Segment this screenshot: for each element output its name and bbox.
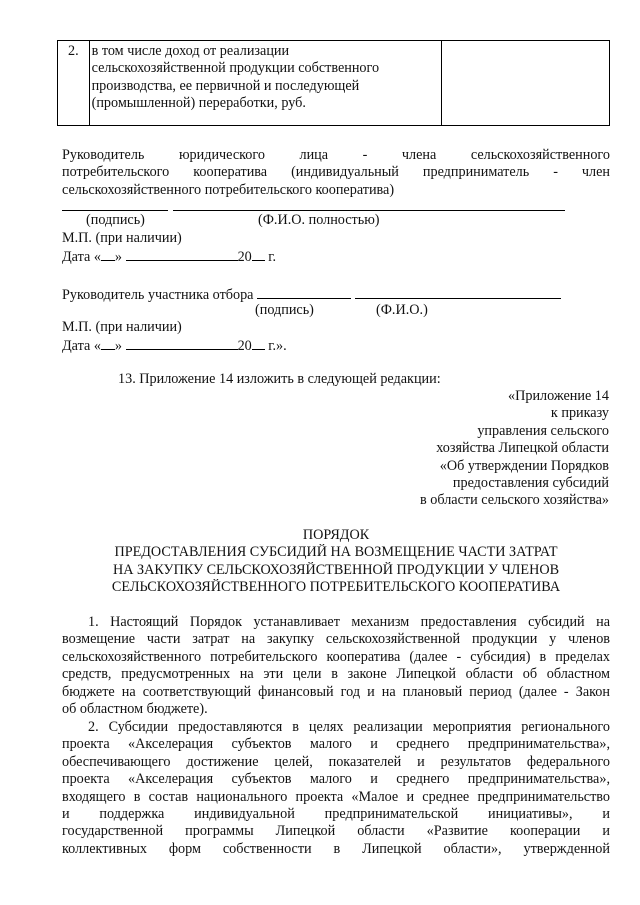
full-name-label: (Ф.И.О. полностью)	[258, 212, 380, 228]
appendix-line: к приказу	[550, 405, 609, 422]
sign-label: (подпись)	[86, 212, 145, 228]
date-prefix: Дата «	[62, 338, 101, 354]
appendix-line: в области сельского хозяйства»	[420, 492, 609, 509]
title-line: ПРЕДОСТАВЛЕНИЯ СУБСИДИЙ НА ВОЗМЕЩЕНИЕ ЧАСТИ ЗАТРАТ	[114, 544, 558, 561]
participant-sign-blank	[257, 285, 351, 299]
income-table	[57, 40, 610, 126]
paragraph-line: обеспечивающего достижение целей, показателей и результатов федерального	[62, 753, 610, 770]
paragraph-line: 2. Субсидии предоставляются в целях реализации мероприятия регионального	[88, 719, 610, 735]
date-month-blank	[126, 247, 238, 261]
paragraph-line: коллективных форм собственности в Липецкой области», утвержденной	[62, 840, 610, 857]
paragraph-1	[62, 614, 610, 718]
full-name-line	[173, 210, 565, 211]
date-month-blank	[126, 336, 238, 350]
title-line: СЕЛЬСКОХОЗЯЙСТВЕННОГО ПОТРЕБИТЕЛЬСКОГО КООПЕРАТИВА	[111, 579, 561, 596]
table-value-cell	[442, 41, 610, 126]
appendix-line: «Об утверждении Порядков	[439, 457, 609, 474]
participant-date-line	[62, 336, 287, 355]
paragraph-line: 1. Настоящий Порядок устанавливает механизм предоставления субсидий на	[88, 614, 610, 630]
participant-sign-label: (подпись)	[255, 302, 314, 318]
paragraph-line: об областном бюджете).	[62, 700, 208, 717]
appendix-header	[309, 388, 609, 510]
paragraph-line: бюджете на соответствующий финансовый год и на плановый период (далее - Закон	[62, 683, 610, 700]
paragraph-line: проекта «Акселерация субъектов малого и среднего предпринимательства»,	[62, 771, 610, 788]
date-suffix: г.	[264, 249, 277, 265]
table-row-text	[89, 41, 442, 126]
appendix-line: «Приложение 14	[508, 388, 609, 404]
date-day-blank	[101, 336, 115, 350]
signature-caption-line: потребительского кооператива (индивидуальный предприниматель - член	[62, 164, 610, 181]
paragraph-line: возмещение части затрат на закупку сельскохозяйственной продукции у членов	[62, 631, 610, 648]
appendix-line: хозяйства Липецкой области	[436, 440, 609, 457]
date-day-blank	[101, 247, 115, 261]
date-year-blank	[252, 247, 265, 261]
signature-caption-line: сельскохозяйственного потребительского кооператива)	[62, 181, 395, 198]
table-row	[58, 41, 610, 126]
date-line	[62, 247, 276, 266]
title-line: ПОРЯДОК	[302, 527, 370, 543]
signature-line	[62, 210, 168, 211]
paragraph-line: сельскохозяйственного потребительского кооператива (далее - субсидия) в пределах	[62, 648, 610, 665]
date-suffix: г.».	[264, 338, 287, 354]
date-year: 20	[237, 338, 252, 354]
appendix-line: управления сельского	[477, 422, 609, 439]
paragraph-line: и поддержка индивидуальной предпринимательской инициативы», и	[62, 805, 610, 822]
appendix-line: предоставления субсидий	[452, 474, 609, 491]
document-title	[62, 527, 610, 597]
signature-block-legal-entity	[62, 147, 610, 199]
participant-name-label: (Ф.И.О.)	[376, 302, 428, 318]
table-text-line: сельскохозяйственной продукции собственного	[91, 60, 380, 77]
table-row-number: 2.	[58, 41, 90, 126]
paragraph-line: государственной программы Липецкой области «Развитие кооперации и	[62, 823, 610, 840]
paragraph-2	[62, 719, 610, 858]
signature-caption-line: Руководитель юридического лица - члена сельскохозяйственного	[62, 147, 610, 163]
table-text-line: в том числе доход от реализации	[91, 43, 290, 59]
participant-name-blank	[355, 285, 561, 299]
date-mid: »	[114, 338, 123, 354]
paragraph-line: средств, предусмотренных на эти цели в законе Липецкой области об областном	[62, 666, 610, 683]
participant-head: Руководитель участника отбора	[62, 287, 254, 303]
title-line: НА ЗАКУПКУ СЕЛЬСКОХОЗЯЙСТВЕННОЙ ПРОДУКЦИИ У ЧЛЕНОВ	[112, 561, 560, 578]
table-text-line: (промышленной) переработки, руб.	[91, 95, 306, 112]
date-year: 20	[237, 249, 252, 265]
date-prefix: Дата «	[62, 249, 101, 265]
table-text-line: производства, ее первичной и последующей	[91, 77, 360, 94]
paragraph-line: проекта «Акселерация субъектов малого и среднего предпринимательства»,	[62, 736, 610, 753]
seal-label: М.П. (при наличии)	[62, 230, 182, 246]
date-mid: »	[114, 249, 123, 265]
item-13: 13. Приложение 14 изложить в следующей редакции:	[118, 371, 441, 387]
participant-seal-label: М.П. (при наличии)	[62, 319, 182, 335]
date-year-blank	[252, 336, 265, 350]
paragraph-line: входящего в состав национального проекта «Малое и среднее предпринимательство	[62, 788, 610, 805]
